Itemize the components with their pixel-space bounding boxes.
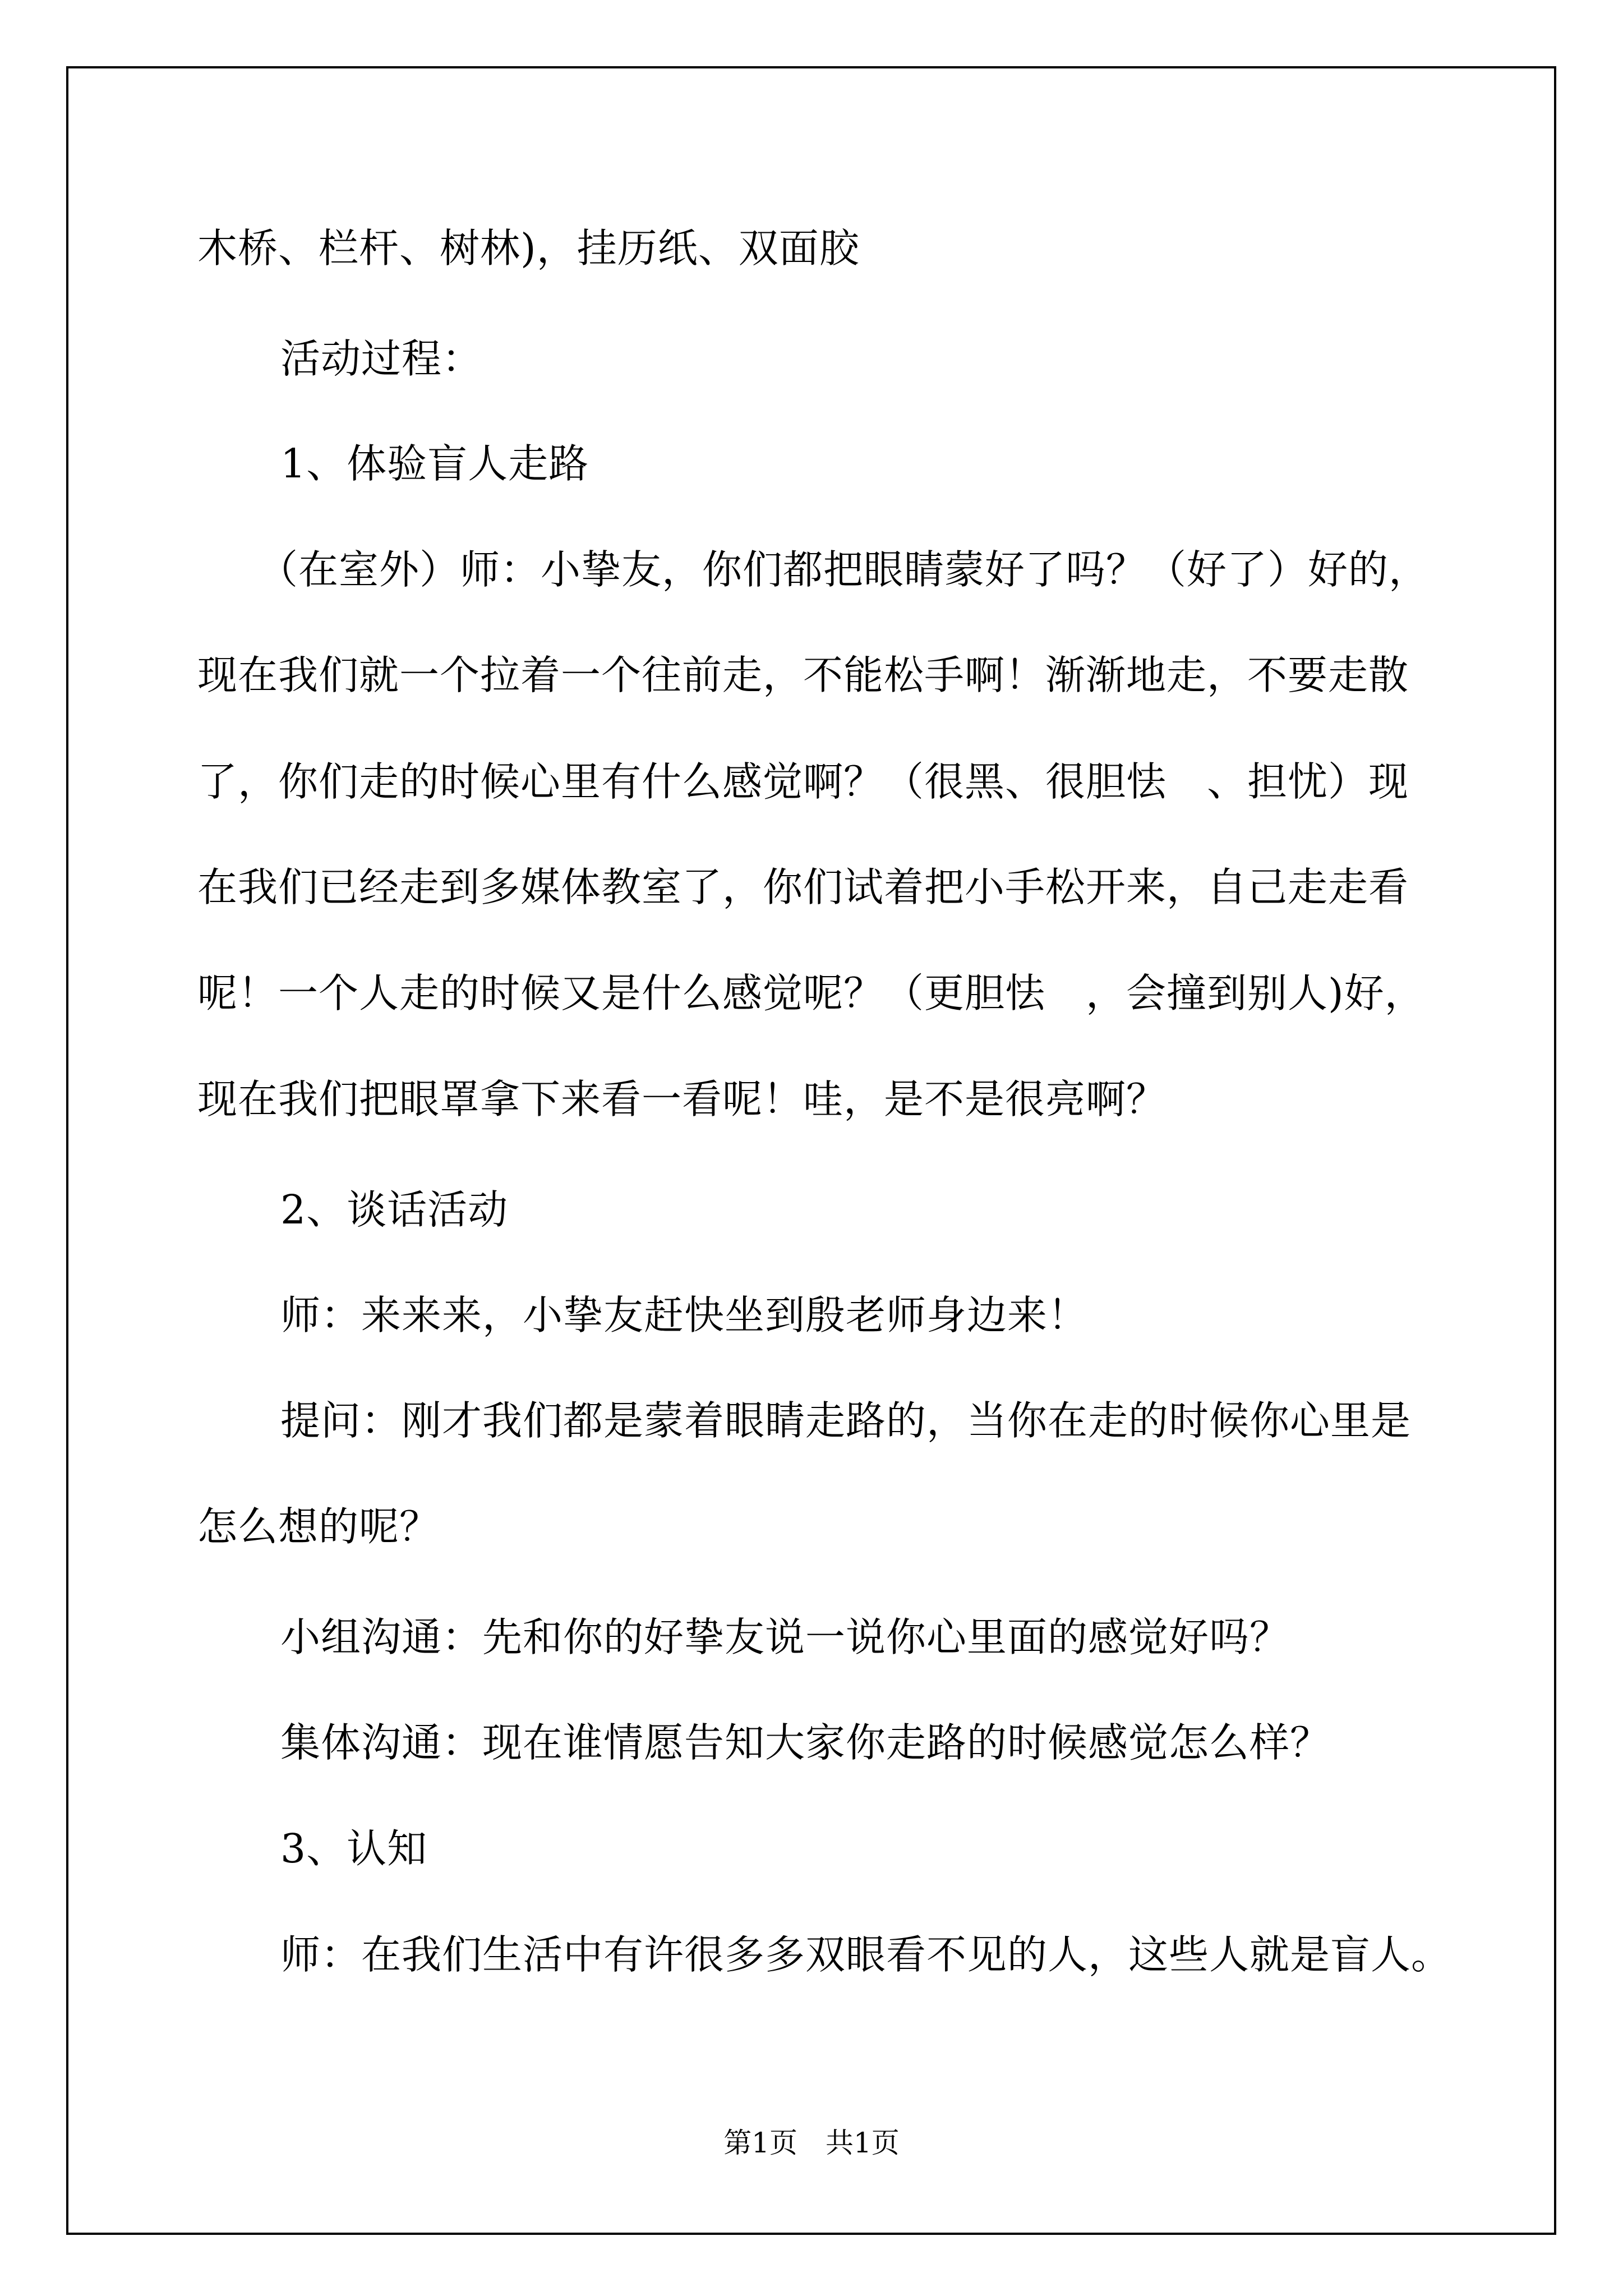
text-line: 3、认知 [280,1825,428,1872]
text-line: 小组沟通：先和你的好挚友说一说你心里面的感觉好吗？ [280,1614,1290,1660]
text-line: 提问：刚才我们都是蒙着眼睛走路的，当你在走的时候你心里是 [280,1397,1412,1444]
page-border [66,66,1556,2235]
text-line: 现在我们把眼罩拿下来看一看呢！哇，是不是很亮啊？ [197,1076,1167,1122]
text-line: 1、体验盲人走路 [280,440,589,487]
text-line: 呢！一个人走的时候又是什么感觉呢？（更胆怯 ，会撞到别人)好， [197,970,1425,1016]
page-footer: 第1页 共1页 [723,2127,900,2159]
text-line: 集体沟通：现在谁情愿告知大家你走路的时候感觉怎么样？ [280,1719,1331,1766]
text-line: 现在我们就一个拉着一个往前走，不能松手啊！渐渐地走，不要走散 [197,652,1409,698]
text-line: 在我们已经走到多媒体教室了，你们试着把小手松开来，自己走走看 [197,864,1409,910]
text-line: 了，你们走的时候心里有什么感觉啊？（很黑、很胆怯 、担忧）现 [197,758,1409,805]
text-line: 活动过程： [280,335,483,382]
text-line: 师：在我们生活中有许很多多双眼看不见的人，这些人就是盲人。 [280,1931,1452,1978]
text-line: 怎么想的呢？ [197,1503,440,1550]
text-line: 师：来来来，小挚友赶快坐到殷老师身边来！ [280,1292,1089,1338]
text-line: 2、谈话活动 [280,1186,509,1233]
text-line: 木桥、栏杆、树林)，挂历纸、双面胶 [197,225,860,272]
text-line: （在室外）师：小挚友，你们都把眼睛蒙好了吗？（好了）好的， [258,546,1430,593]
